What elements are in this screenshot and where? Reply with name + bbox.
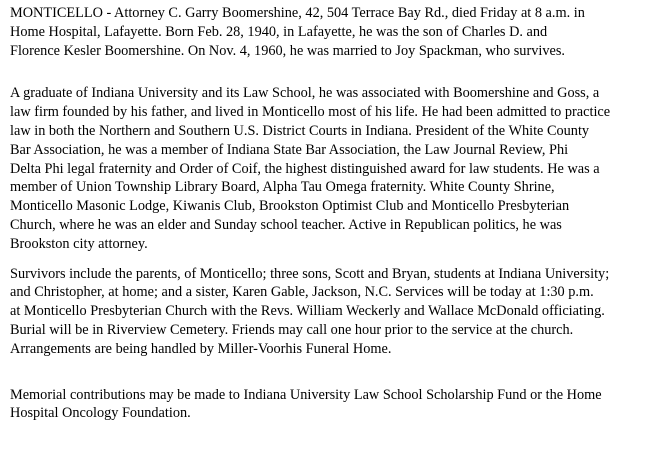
obituary-memorial-paragraph: Memorial contributions may be made to Indiana University Law School Scholarship Fund or the Home Hospital Oncology Foundation. — [10, 386, 602, 422]
obituary-survivors-paragraph: Survivors include the parents, of Monticello; three sons, Scott and Bryan, students at Indiana University; and Christopher, at home; and a sister, Karen Gable, Jackson, N.C. Services will be today at 1:30 p.m. at Monticello Presbyterian Church with the Revs. William Weckerly and Wallace McDonald officiating. Burial will be in Riverview Cemetery. Friends may call one hour prior to the service at the church. Arrangements are being handled by Miller-Voorhis Funeral Home. — [10, 265, 610, 357]
obituary-intro-paragraph: MONTICELLO - Attorney C. Garry Boomershine, 42, 504 Terrace Bay Rd., died Friday at 8 a.m. in Home Hospital, Lafayette. Born Feb. 28, 1940, in Lafayette, he was the son of Charles D. and Florence Kesler Boomershine. On Nov. 4, 1960, he was married to Joy Spackman, who survives. — [10, 5, 585, 59]
obituary-career-paragraph: A graduate of Indiana University and its Law School, he was associated with Boomershine and Goss, a law firm founded by his father, and lived in Monticello most of his life. He had been admitted to practice law in both the Northern and Southern U.S. District Courts in Indiana. President of the White County Bar Association, he was a member of Indiana State Bar Association, the Law Journal Review, Phi Delta Phi legal fraternity and Order of Coif, the highest distinguished award for law students. He was a member of Union Township Library Board, Alpha Tau Omega fraternity. White County Shrine, Monticello Masonic Lodge, Kiwanis Club, Brookston Optimist Club and Monticello Presbyterian Church, where he was an elder and Sunday school teacher. Active in Republican politics, he was Brookston city attorney. — [10, 85, 611, 252]
